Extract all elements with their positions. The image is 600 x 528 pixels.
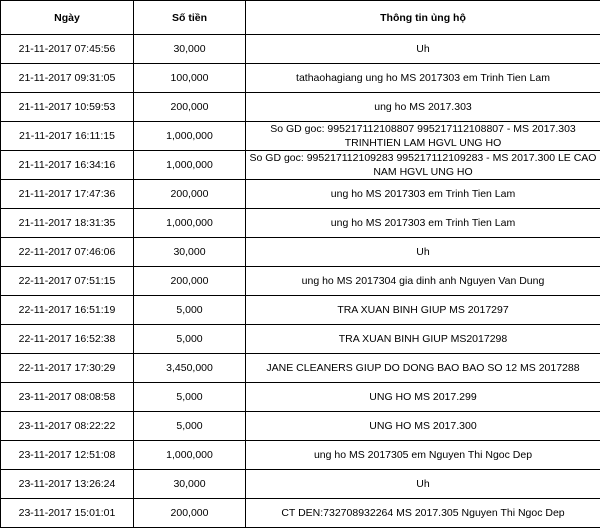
cell-info: Uh: [246, 35, 600, 64]
cell-date: 23-11-2017 15:01:01: [1, 499, 134, 528]
cell-amount: 200,000: [134, 93, 246, 122]
cell-amount: 1,000,000: [134, 122, 246, 151]
cell-date: 21-11-2017 16:11:15: [1, 122, 134, 151]
table-row: [1, 64, 600, 93]
cell-date: 21-11-2017 18:31:35: [1, 209, 134, 238]
cell-date: 22-11-2017 07:46:06: [1, 238, 134, 267]
cell-amount: 1,000,000: [134, 151, 246, 180]
cell-info: So GD goc: 995217112108807 995217112108807 - MS 2017.303 TRINHTIEN LAM HGVL UNG HO: [246, 122, 600, 151]
cell-date: 22-11-2017 16:52:38: [1, 325, 134, 354]
table-row: [1, 122, 600, 151]
cell-amount: 200,000: [134, 180, 246, 209]
cell-amount: 200,000: [134, 499, 246, 528]
cell-info: tathaohagiang ung ho MS 2017303 em Trinh Tien Lam: [246, 64, 600, 93]
cell-amount: 200,000: [134, 267, 246, 296]
cell-info: CT DEN:732708932264 MS 2017.305 Nguyen Thi Ngoc Dep: [246, 499, 600, 528]
cell-date: 22-11-2017 17:30:29: [1, 354, 134, 383]
cell-date: 21-11-2017 09:31:05: [1, 64, 134, 93]
cell-date: 23-11-2017 08:08:58: [1, 383, 134, 412]
cell-info: Uh: [246, 470, 600, 499]
cell-date: 23-11-2017 13:26:24: [1, 470, 134, 499]
cell-amount: 5,000: [134, 296, 246, 325]
cell-info: ung ho MS 2017305 em Nguyen Thi Ngoc Dep: [246, 441, 600, 470]
cell-amount: 3,450,000: [134, 354, 246, 383]
cell-date: 21-11-2017 16:34:16: [1, 151, 134, 180]
table-row: [1, 499, 600, 528]
cell-info: ung ho MS 2017304 gia dinh anh Nguyen Van Dung: [246, 267, 600, 296]
cell-info: JANE CLEANERS GIUP DO DONG BAO BAO SO 12 MS 2017288: [246, 354, 600, 383]
cell-amount: 1,000,000: [134, 209, 246, 238]
cell-amount: 30,000: [134, 35, 246, 64]
header-info: Thông tin ủng hộ: [246, 1, 600, 35]
header-date: Ngày: [1, 1, 134, 35]
cell-date: 23-11-2017 12:51:08: [1, 441, 134, 470]
cell-date: 23-11-2017 08:22:22: [1, 412, 134, 441]
table-row: [1, 180, 600, 209]
table-row: [1, 325, 600, 354]
cell-info: ung ho MS 2017.303: [246, 93, 600, 122]
cell-info: ung ho MS 2017303 em Trinh Tien Lam: [246, 180, 600, 209]
table-row: [1, 412, 600, 441]
cell-date: 21-11-2017 17:47:36: [1, 180, 134, 209]
table-row: [1, 267, 600, 296]
cell-info: So GD goc: 995217112109283 995217112109283 - MS 2017.300 LE CAO NAM HGVL UNG HO: [246, 151, 600, 180]
cell-amount: 30,000: [134, 238, 246, 267]
cell-amount: 5,000: [134, 412, 246, 441]
table-row: [1, 238, 600, 267]
cell-info: TRA XUAN BINH GIUP MS2017298: [246, 325, 600, 354]
cell-date: 22-11-2017 07:51:15: [1, 267, 134, 296]
table-row: [1, 151, 600, 180]
cell-amount: 5,000: [134, 383, 246, 412]
cell-amount: 1,000,000: [134, 441, 246, 470]
table-row: [1, 35, 600, 64]
cell-amount: 30,000: [134, 470, 246, 499]
cell-amount: 100,000: [134, 64, 246, 93]
cell-info: UNG HO MS 2017.300: [246, 412, 600, 441]
cell-amount: 5,000: [134, 325, 246, 354]
header-row: [1, 1, 600, 35]
cell-date: 21-11-2017 10:59:53: [1, 93, 134, 122]
cell-info: UNG HO MS 2017.299: [246, 383, 600, 412]
table-row: [1, 383, 600, 412]
cell-info: TRA XUAN BINH GIUP MS 2017297: [246, 296, 600, 325]
cell-date: 21-11-2017 07:45:56: [1, 35, 134, 64]
table-row: [1, 354, 600, 383]
cell-date: 22-11-2017 16:51:19: [1, 296, 134, 325]
table-row: [1, 470, 600, 499]
table-row: [1, 441, 600, 470]
table-body: [1, 35, 600, 528]
table-row: [1, 93, 600, 122]
table-row: [1, 209, 600, 238]
header-amount: Số tiền: [134, 1, 246, 35]
cell-info: Uh: [246, 238, 600, 267]
cell-info: ung ho MS 2017303 em Trinh Tien Lam: [246, 209, 600, 238]
table-row: [1, 296, 600, 325]
